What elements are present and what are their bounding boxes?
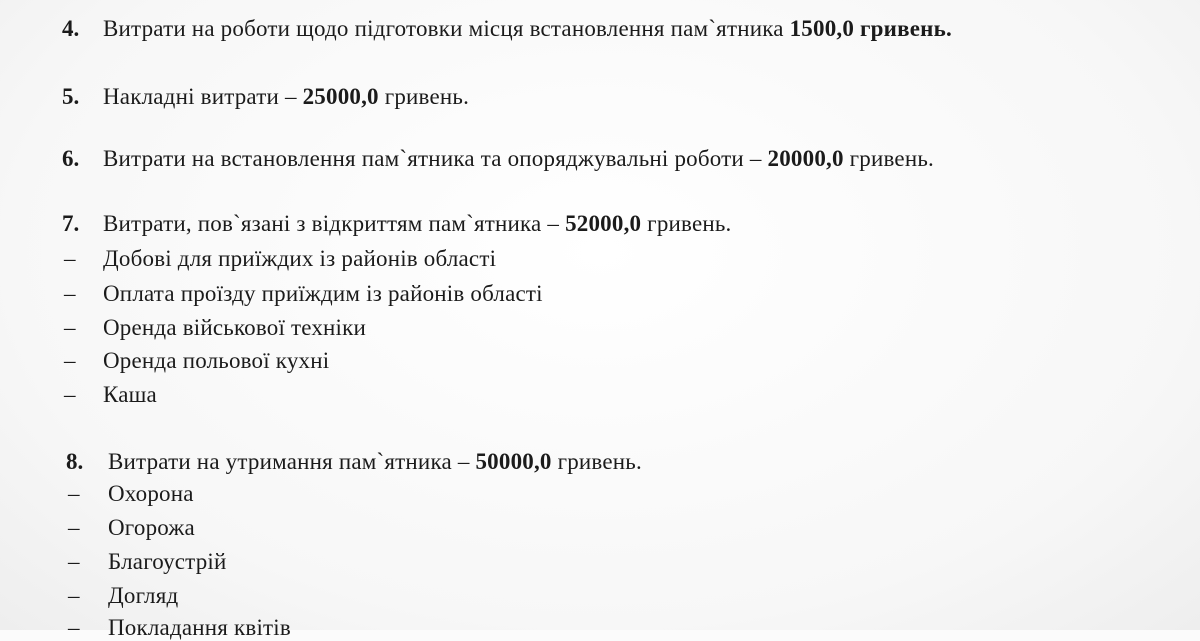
item-7-sub-5: Каша bbox=[103, 382, 157, 407]
item-6-text bbox=[103, 146, 934, 172]
item-7-sub-2-dash: – bbox=[64, 281, 76, 306]
item-4-description: Витрати на роботи щодо підготовки місця встановлення пам`ятника bbox=[103, 16, 790, 41]
item-8-amount: 50000,0 bbox=[475, 449, 552, 474]
item-6-description: Витрати на встановлення пам`ятника та опоряджувальні роботи – bbox=[103, 146, 768, 171]
item-8-sub-2: Огорожа bbox=[108, 515, 195, 540]
item-6-suffix: гривень. bbox=[843, 146, 934, 171]
item-4-amount: 1500,0 bbox=[789, 16, 855, 41]
item-4-suffix: гривень. bbox=[854, 16, 952, 41]
item-4-number: 4. bbox=[62, 16, 80, 41]
item-6-number: 6. bbox=[62, 146, 80, 171]
item-7-sub-1: Добові для приїждих із районів області bbox=[103, 246, 497, 271]
item-5-description: Накладні витрати – bbox=[103, 84, 303, 109]
item-5-text bbox=[103, 84, 469, 110]
item-8-sub-3: Благоустрій bbox=[108, 549, 227, 574]
item-5-suffix: гривень. bbox=[378, 84, 470, 109]
item-7-sub-3-dash: – bbox=[64, 315, 76, 340]
item-8-sub-4: Догляд bbox=[108, 583, 179, 608]
item-7-sub-4-dash: – bbox=[64, 348, 76, 373]
item-8-sub-1-dash: – bbox=[68, 481, 80, 506]
item-8-sub-5: Покладання квітів bbox=[108, 615, 291, 640]
item-8-sub-3-dash: – bbox=[68, 549, 80, 574]
item-7-amount: 52000,0 bbox=[565, 211, 642, 236]
item-8-sub-5-dash: – bbox=[68, 615, 80, 640]
item-4-text bbox=[103, 16, 952, 42]
item-5-amount: 25000,0 bbox=[302, 84, 379, 109]
item-8-sub-4-dash: – bbox=[68, 583, 80, 608]
item-8-text bbox=[108, 449, 642, 475]
item-8-number: 8. bbox=[66, 449, 84, 474]
item-7-description: Витрати, пов`язані з відкриттям пам`ятника – bbox=[103, 211, 566, 236]
item-7-text bbox=[103, 211, 732, 237]
item-8-suffix: гривень. bbox=[551, 449, 642, 474]
item-6-amount: 20000,0 bbox=[767, 146, 844, 171]
item-7-sub-5-dash: – bbox=[64, 382, 76, 407]
item-8-sub-1: Охорона bbox=[108, 481, 194, 506]
item-8-description: Витрати на утримання пам`ятника – bbox=[108, 449, 476, 474]
item-7-suffix: гривень. bbox=[641, 211, 732, 236]
item-7-number: 7. bbox=[62, 211, 80, 236]
item-7-sub-3: Оренда військової техніки bbox=[103, 315, 367, 340]
item-5-number: 5. bbox=[62, 84, 80, 109]
item-7-sub-2: Оплата проїзду приїждим із районів області bbox=[103, 281, 543, 306]
item-7-sub-4: Оренда польової кухні bbox=[103, 348, 330, 373]
item-7-sub-1-dash: – bbox=[64, 246, 76, 271]
item-8-sub-2-dash: – bbox=[68, 515, 80, 540]
